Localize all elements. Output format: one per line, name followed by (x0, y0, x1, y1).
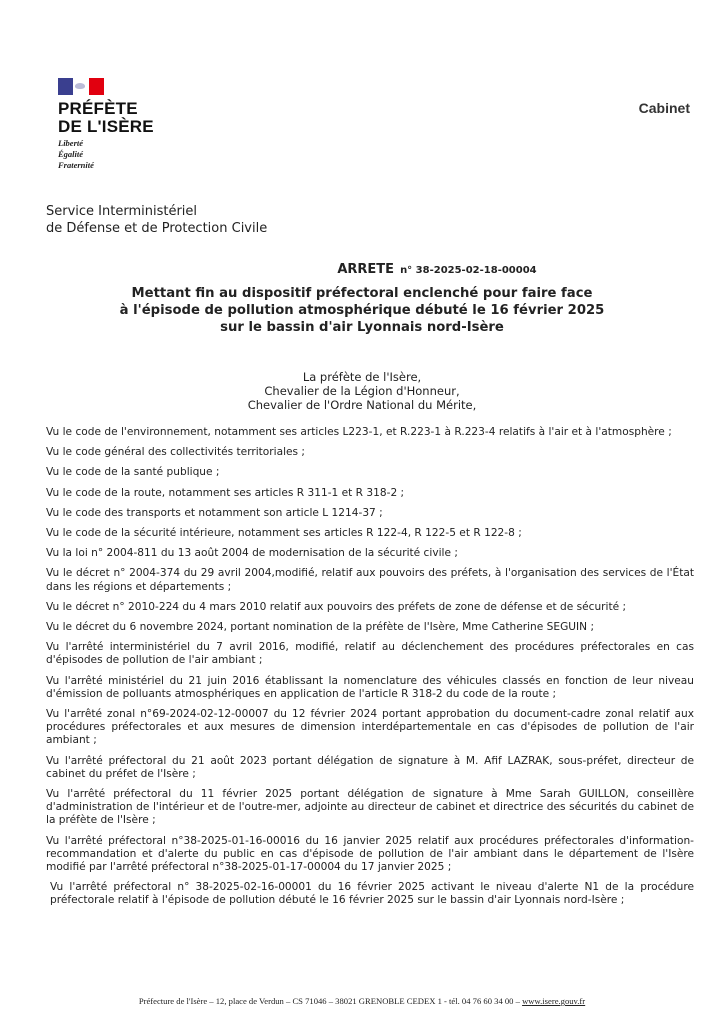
arrete-title (0, 285, 724, 336)
marianne-flag-logo (58, 78, 104, 95)
visa-paragraph: Vu le code de la santé publique ; (46, 466, 220, 479)
visa-paragraph: Vu le décret n° 2004-374 du 29 avril 2004,modifié, relatif aux pouvoirs des préfets, à l'organisation des services de l'État dans les régions et départements ; (46, 567, 694, 593)
visa-paragraph: Vu l'arrêté préfectoral n° 38-2025-02-16-00001 du 16 février 2025 activant le niveau d'alerte N1 de la procédure préfectorale relatif à l'épisode de pollution débuté le 16 février 2025 sur le bassin d'air Lyonnais nord-Isère ; (50, 881, 694, 907)
authority-line: Chevalier de l'Ordre National du Mérite, (247, 398, 477, 412)
prefecture-name-line1: PRÉFÈTE (58, 99, 138, 118)
arrete-keyword: ARRETE n° 38-2025-02-18-00004 (337, 262, 537, 277)
prefecture-name (58, 100, 154, 136)
footer-website-link[interactable]: www.isere.gouv.fr (522, 996, 586, 1006)
arrete-title-line: Mettant fin au dispositif préfectoral enclenché pour faire face (131, 286, 593, 301)
authority-block (0, 370, 724, 412)
arrete-title-line: à l'épisode de pollution atmosphérique débuté le 16 février 2025 (119, 303, 605, 318)
visas-list (46, 426, 694, 915)
visa-paragraph: Vu l'arrêté préfectoral du 11 février 2025 portant délégation de signature à Mme Sarah GUILLON, conseillère d'administration de l'intérieur et de l'outre-mer, adjointe au directeur de cabinet et directrice des sécurités du cabinet de la préfète de l'Isère ; (46, 788, 694, 827)
arrete-number: n° 38-2025-02-18-00004 (400, 265, 537, 276)
visa-paragraph: Vu le code général des collectivités territoriales ; (46, 446, 305, 459)
authority-line: Chevalier de la Légion d'Honneur, (264, 384, 460, 398)
prefecture-name-line2: DE L'ISÈRE (58, 117, 154, 136)
visa-paragraph: Vu le code des transports et notamment son article L 1214-37 ; (46, 506, 383, 519)
visa-paragraph: Vu le décret du 6 novembre 2024, portant nomination de la préfète de l'Isère, Mme Catherine SEGUIN ; (46, 621, 595, 634)
service-name-line1: Service Interministériel (46, 204, 198, 219)
flag-white-band (73, 78, 88, 95)
authority-line: La préfète de l'Isère, (302, 370, 422, 384)
visa-paragraph: Vu l'arrêté zonal n°69-2024-02-12-00007 du 12 février 2024 portant approbation du document-cadre zonal relatif aux procédures préfectorales et aux mesures de dimension interdépartementale en cas d'épisodes de pollution de l'air ambiant ; (46, 708, 694, 747)
footer-address: Préfecture de l'Isère – 12, place de Verdun – CS 71046 – 38021 GRENOBLE CEDEX 1 - tél. 04 76 60 34 00 – (138, 996, 523, 1006)
visa-paragraph: Vu l'arrêté préfectoral n°38-2025-01-16-00016 du 16 janvier 2025 relatif aux procédures préfectorales d'information-recommandation et d'alerte du public en cas d'épisode de pollution de l'air ambiant dans le département de l'Isère modifié par l'arrêté préfectoral n°38-2025-01-17-00004 du 17 janvier 2025 ; (46, 834, 694, 874)
visa-paragraph: Vu le code de la route, notamment ses articles R 311-1 et R 318-2 ; (46, 486, 405, 499)
visa-paragraph: Vu la loi n° 2004-811 du 13 août 2004 de modernisation de la sécurité civile ; (46, 547, 458, 560)
arrete-heading (0, 262, 724, 277)
page-footer (0, 996, 724, 1006)
service-name-line2: de Défense et de Protection Civile (46, 221, 268, 236)
visa-paragraph: Vu l'arrêté interministériel du 7 avril 2016, modifié, relatif au déclenchement des procédures préfectorales en cas d'épisodes de pollution de l'air ambiant ; (46, 641, 694, 667)
visa-paragraph: Vu l'arrêté préfectoral du 21 août 2023 portant délégation de signature à M. Afif LAZRAK, sous-préfet, directeur de cabinet du préfet de l'Isère ; (46, 754, 694, 780)
visa-paragraph: Vu l'arrêté ministériel du 21 juin 2016 établissant la nomenclature des véhicules classés en fonction de leur niveau d'émission de polluants atmosphériques en application de l'article R 318-2 du code de la route ; (46, 674, 694, 700)
service-name (46, 203, 267, 237)
republic-motto (58, 138, 94, 171)
flag-red-band (89, 78, 104, 95)
department-label: Cabinet (638, 100, 690, 116)
motto-egalite: Égalité (58, 149, 84, 159)
motto-fraternite: Fraternité (58, 160, 94, 170)
visa-paragraph: Vu le code de la sécurité intérieure, notamment ses articles R 122-4, R 122-5 et R 122-8 ; (46, 527, 522, 540)
visa-paragraph: Vu le décret n° 2010-224 du 4 mars 2010 relatif aux pouvoirs des préfets de zone de défense et de sécurité ; (46, 600, 627, 613)
arrete-title-line: sur le bassin d'air Lyonnais nord-Isère (220, 320, 504, 335)
motto-liberte: Liberté (58, 138, 84, 148)
visa-paragraph: Vu le code de l'environnement, notamment ses articles L223-1, et R.223-1 à R.223-4 relatifs à l'air et à l'atmosphère ; (46, 426, 672, 438)
flag-blue-band (58, 78, 73, 95)
